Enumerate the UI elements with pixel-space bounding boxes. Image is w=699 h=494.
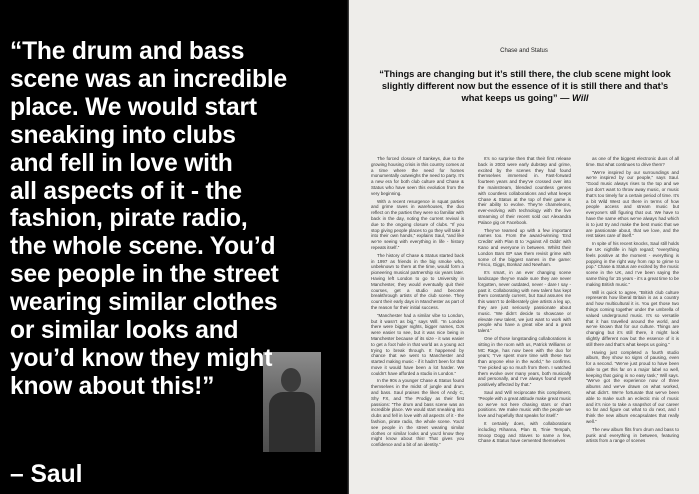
pull-quote-line: all aspects of it - the [10, 177, 242, 205]
paragraph: The forced closure of Sankeys, due to the growing housing crisis in this country comes at a time where the need for homes monumentally outweighs the need to party. It’s a new era for both club culture and Chase & Status who have seen this evolution from the very beginning. [371, 156, 464, 196]
paragraph: “Manchester had a similar vibe to London, but it wasn’t as big,” says Will. “In London there were bigger nights, bigger names, DJs were easier to see, but it was nice being in Manchester because of its size - it was easier to get a foot hole in that world as a young act trying to break through. It happened by chance that we went to Manchester and started making music - if it hadn’t been for that move it would have been a lot harder. We couldn’t have afforded a studio in London.” [371, 312, 464, 376]
paragraph: With a recent resurgence in squat parties and grime raves in warehouses, the duo reflect on the parties they were so familiar with back in the day, noting the current revival is due to the ongoing closure of clubs. “If you stop giving people places to go they will take it into their own hands,” explains Saul, “and like we’re seeing with everything in life - history repeats itself.” [371, 198, 464, 250]
pull-quote-attribution: – Saul [10, 461, 83, 488]
body-column-1 [371, 156, 464, 450]
pull-quote-line: place. We would start [10, 93, 257, 121]
paragraph: Will is quick to agree, “British club culture represents how liberal Britain is as a country and how multicultural it is. You get those two things coming together under the umbrella of valued underground music. It’s so versatile that it has travelled around the world, and we’ve known that for our culture. Things are changing but it’s still there, it might look slightly different now but the essence of it is still there and that’s what keeps us going.” [586, 289, 679, 347]
paragraph: In spite of his recent knocks, Saul still holds the UK nightlife in high regard; “everything feels positive at the moment - everything is popping in the right way from rap to grime to pop.” Chase & Status are excited by the music scene in the UK, and I’ve been saying the same thing for 15 years - it’s a great time to be making British music.” [586, 241, 679, 287]
paragraph: In the 90s a younger Chase & Status found themselves in the midst of jungle and drum and bass. Saul praises the likes of Andy C, Shy FX, and The Prodigy as their first passions: “The drum and bass scene was an incredible place. We would start sneaking into clubs and fell in love with all aspects of it - the fashion, pirate radio, the whole scene. You’d see people in the street wearing similar clothes or similar looks and you’d know they might know about this! That gives you confidence and a bit of an identity.” [371, 378, 464, 448]
paragraph: It certainly does, with collaborations including Rihanna, Plan B, Tinie Tempah, Snoop Dogg and Slaves to name a few, Chase & Status have cemented themselves [478, 421, 571, 444]
pull-quote [10, 38, 340, 401]
paragraph: It’s smart, in an ever changing scene landscape they’ve made sure they are never forgotten, never outdated, never - dare I say - past it. Collaborating with new talent has kept them constantly current, but Saul assures me this wasn’t to deliberately give artists a leg up, they are just seriously passionate about music. “We didn’t decide to showcase or elevate new talent, we just want to work with people who have a great vibe and a great talent.” [478, 270, 571, 334]
right-page [349, 0, 699, 494]
pull-quote-line: the whole scene. You’d [10, 233, 276, 261]
pull-quote-line: fashion, pirate radio, [10, 205, 248, 233]
body-column-3 [586, 156, 679, 446]
paragraph: Having just completed a fourth studio album, they show no signs of pausing, even for a second. “We’ve just proud to have been able to get this far on a major label so well, keeping that going is no easy task,” Will says. “We’ve got the experience now of three albums and we’ve drawn on what worked, what didn’t. We’re fortunate that we’ve been able to make such an eclectic mix of music and it’s nice to take a snapshot of our career so far and figure out what to do next, and I think the new album encapsulates that really well.” [586, 349, 679, 425]
pull-quote-line: scene was an incredible [10, 65, 287, 93]
pull-quote-line: see people in the street [10, 261, 279, 289]
feature-quote-text: “Things are changing but it’s still there, the club scene might look slightly different now but the essence of it is still there and that’s what keeps us going” [379, 69, 671, 103]
pull-quote-line: or similar looks and [10, 317, 239, 345]
paragraph: The history of Chase & Status started back in 1997 as friends in the big smoke who, unbeknown to them at the time, would form a pioneering musical partnership six years later. Having left London to go to University in Manchester, they would eventually quit their courses, get a studio and become breakthrough artists of the club scene. They count their early days in Manchester as part of the reason for their initial success. [371, 252, 464, 310]
paragraph: The new album flits from drum and bass to punk and everything in between, featuring artists from a range of scenes [586, 426, 679, 444]
body-column-2 [478, 156, 571, 446]
feature-quote-attribution: — Will [560, 92, 589, 103]
left-page [0, 0, 349, 494]
paragraph: “We’re inspired by our surroundings and we’re inspired by our people,” says Saul. “Good music always rises to the top and we just don’t want to throw away music, or music that’s too timely for a certain period of time. It’s a bit Wild West out there in terms of how people access and stream music but everyone’s still figuring that out. We have to have the same ethos we’ve always had which is to just try and make the best music that we are passionate about, that we love, and the rest takes care of itself.” [586, 169, 679, 239]
pull-quote-line: “The drum and bass [10, 38, 245, 65]
paragraph: It’s no surprise then that their first release back in 2003 were early dubstep and grime, excited by the scenes they had found themselves immersed in. Fast-forward fourteen years and they’ve crossed over into the mainstream, blended countless genres with countless collaborations and what keeps Chase & Status at the top of their game is their ability to evolve. They’re chameleons, ever-evolving with technology with the live streaming of their recent sold out Alexandra Palace gig on Facebook. [478, 156, 571, 225]
pull-quote-line: sneaking into clubs [10, 121, 236, 149]
photo-figure-body [269, 392, 315, 452]
feature-quote [371, 69, 679, 105]
paragraph: They’ve teamed up with a few important names too. From the award-winning ‘End Credits’ with Plan B to ‘Against All Odds’ with Kano and everyone in between. Whilst their London Bars EP saw them revisit grime with some of the biggest names in the game: Frisco, Giggs, Bonkaz and Newham. [478, 227, 571, 268]
pull-quote-line: know about this!” [10, 372, 215, 400]
running-head: Chase and Status [500, 48, 548, 54]
paragraph: Saul and Will reciprocate this compliment, “People with a great attitude make great music so we’ve not here chasing stars or chart positions. We make music with the people we love and hopefully that speaks for itself.” [478, 390, 571, 419]
pull-quote-line: you’d know they might [10, 344, 273, 372]
paragraph: One of those longstanding collaborations is sitting in the room with us, Patrick Williams or MC Rage, has now been with the duo for years; “I’ve spent more time with these two than anyone else in the world,” he confirms. “I’ve picked up so much from them. I watched them evolve over many years, both musically and personally, and I’ve always found myself positively affected by that.” [478, 335, 571, 388]
pull-quote-line: wearing similar clothes [10, 289, 278, 317]
paragraph: as one of the biggest electronic duos of all time. But what continues to drive them? [586, 156, 679, 167]
pull-quote-line: and fell in love with [10, 149, 233, 177]
